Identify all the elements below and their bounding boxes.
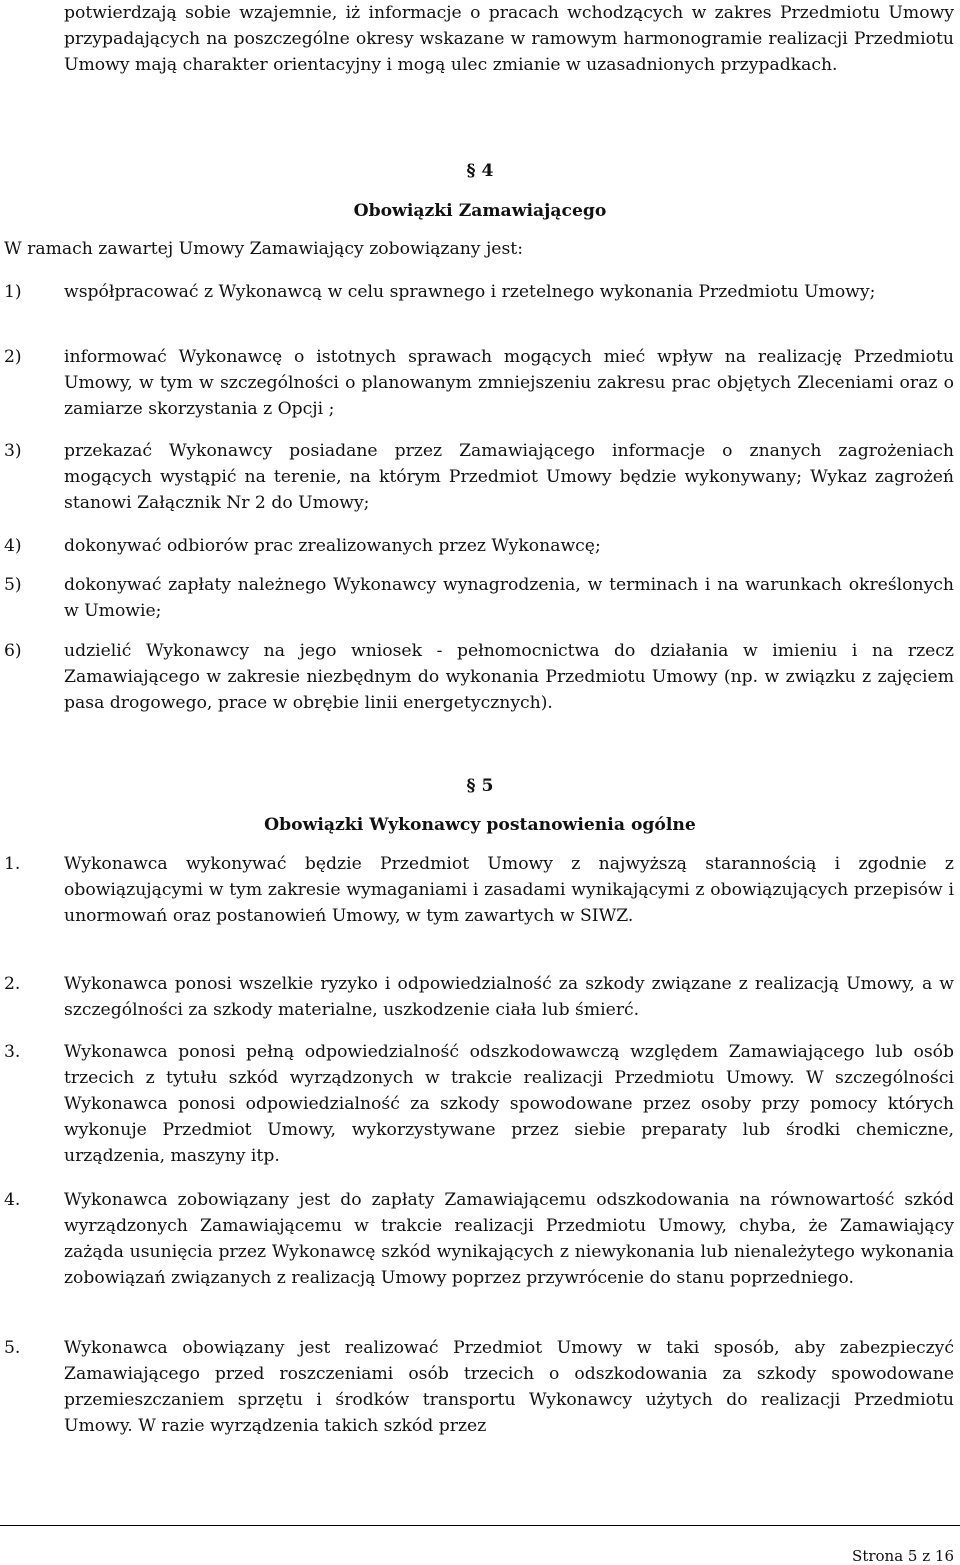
item-number: 2. bbox=[4, 974, 21, 994]
item-text: przekazać Wykonawcy posiadane przez Zamawiającego informacje o znanych zagrożeniach mogących wystąpić na terenie, na którym Przedmiot Umowy będzie wykonywany; Wykaz zagrożeń stanowi Załącznik Nr 2 do Umowy; bbox=[64, 441, 954, 513]
section-4-item bbox=[4, 533, 954, 559]
item-number: 5. bbox=[4, 1338, 21, 1358]
section-5-item bbox=[4, 1335, 954, 1439]
item-text: Wykonawca ponosi wszelkie ryzyko i odpowiedzialność za szkody związane z realizacją Umowy, a w szczególności za szkody materialne, uszkodzenie ciała lub śmierć. bbox=[64, 974, 954, 1020]
item-number: 6) bbox=[4, 641, 22, 661]
item-text: dokonywać odbiorów prac zrealizowanych przez Wykonawcę; bbox=[64, 536, 601, 556]
item-text: Wykonawca obowiązany jest realizować Przedmiot Umowy w taki sposób, aby zabezpieczyć Zamawiającego przed roszczeniami osób trzecich o odszkodowania za szkody spowodowane przemieszczaniem sprzętu i środków transportu Wykonawcy użytych do realizacji Przedmiotu Umowy. W razie wyrządzenia takich szkód przez bbox=[64, 1338, 954, 1436]
section-4-item bbox=[4, 638, 954, 716]
item-text: udzielić Wykonawcy na jego wniosek - pełnomocnictwa do działania w imieniu i na rzecz Zamawiającego w zakresie niezbędnym do wykonania Przedmiotu Umowy (np. w związku z zajęciem pasa drogowego, prace w obrębie linii energetycznych). bbox=[64, 641, 954, 713]
item-text: Wykonawca ponosi pełną odpowiedzialność odszkodowawczą względem Zamawiającego lub osób trzecich z tytułu szkód wyrządzonych w trakcie realizacji Przedmiotu Umowy. W szczególności Wykonawca ponosi odpowiedzialność za szkody spowodowane przez osoby przy pomocy których wykonuje Przedmiot Umowy, wykorzystywane przez siebie preparaty lub środki chemiczne, urządzenia, maszyny itp. bbox=[64, 1042, 954, 1166]
item-text: dokonywać zapłaty należnego Wykonawcy wynagrodzenia, w terminach i na warunkach określonych w Umowie; bbox=[64, 575, 954, 621]
section-5-item bbox=[4, 971, 954, 1023]
section-4-item bbox=[4, 438, 954, 516]
section-4-number: § 4 bbox=[466, 161, 494, 181]
section-5-title: Obowiązki Wykonawcy postanowienia ogólne bbox=[264, 815, 696, 835]
item-text: informować Wykonawcę o istotnych sprawach mogących mieć wpływ na realizację Przedmiotu Umowy, w tym w szczególności o planowanym zmniejszeniu zakresu prac objętych Zleceniami oraz o zamiarze skorzystania z Opcji ; bbox=[64, 347, 954, 419]
section-4-item bbox=[4, 572, 954, 624]
intro-paragraph: potwierdzają sobie wzajemnie, iż informacje o pracach wchodzących w zakres Przedmiotu Umowy przypadających na poszczególne okresy wskazane w ramowym harmonogramie realizacji Przedmiotu Umowy mają charakter orientacyjny i mogą ulec zmianie w uzasadnionych przypadkach. bbox=[64, 3, 954, 75]
section-5-item bbox=[4, 1187, 954, 1291]
section-4-lead: W ramach zawartej Umowy Zamawiający zobowiązany jest: bbox=[4, 239, 523, 259]
item-number: 1. bbox=[4, 854, 21, 874]
page-number: Strona 5 z 16 bbox=[852, 1547, 954, 1565]
section-5-item bbox=[4, 851, 954, 929]
section-4-title: Obowiązki Zamawiającego bbox=[353, 201, 607, 221]
item-number: 1) bbox=[4, 282, 22, 302]
section-4-item bbox=[4, 344, 954, 422]
item-number: 5) bbox=[4, 575, 22, 595]
item-text: współpracować z Wykonawcą w celu sprawnego i rzetelnego wykonania Przedmiotu Umowy; bbox=[64, 282, 876, 302]
item-number: 4) bbox=[4, 536, 22, 556]
item-number: 3) bbox=[4, 441, 22, 461]
item-text: Wykonawca zobowiązany jest do zapłaty Zamawiającemu odszkodowania na równowartość szkód wyrządzonych Zamawiającemu w trakcie realizacji Przedmiotu Umowy, chyba, że Zamawiający zażąda usunięcia przez Wykonawcę szkód wynikających z niewykonania lub nienależytego wykonania zobowiązań związanych z realizacją Umowy poprzez przywrócenie do stanu poprzedniego. bbox=[64, 1190, 954, 1288]
footer-divider bbox=[0, 1525, 960, 1526]
section-5-item bbox=[4, 1039, 954, 1169]
section-5-number: § 5 bbox=[466, 776, 494, 796]
item-number: 3. bbox=[4, 1042, 21, 1062]
item-number: 2) bbox=[4, 347, 22, 367]
item-number: 4. bbox=[4, 1190, 21, 1210]
item-text: Wykonawca wykonywać będzie Przedmiot Umowy z najwyższą starannością i zgodnie z obowiązującymi w tym zakresie wymaganiami i zasadami wynikającymi z obowiązujących przepisów i unormowań oraz postanowień Umowy, w tym zawartych w SIWZ. bbox=[64, 854, 954, 926]
section-4-item bbox=[4, 279, 954, 305]
